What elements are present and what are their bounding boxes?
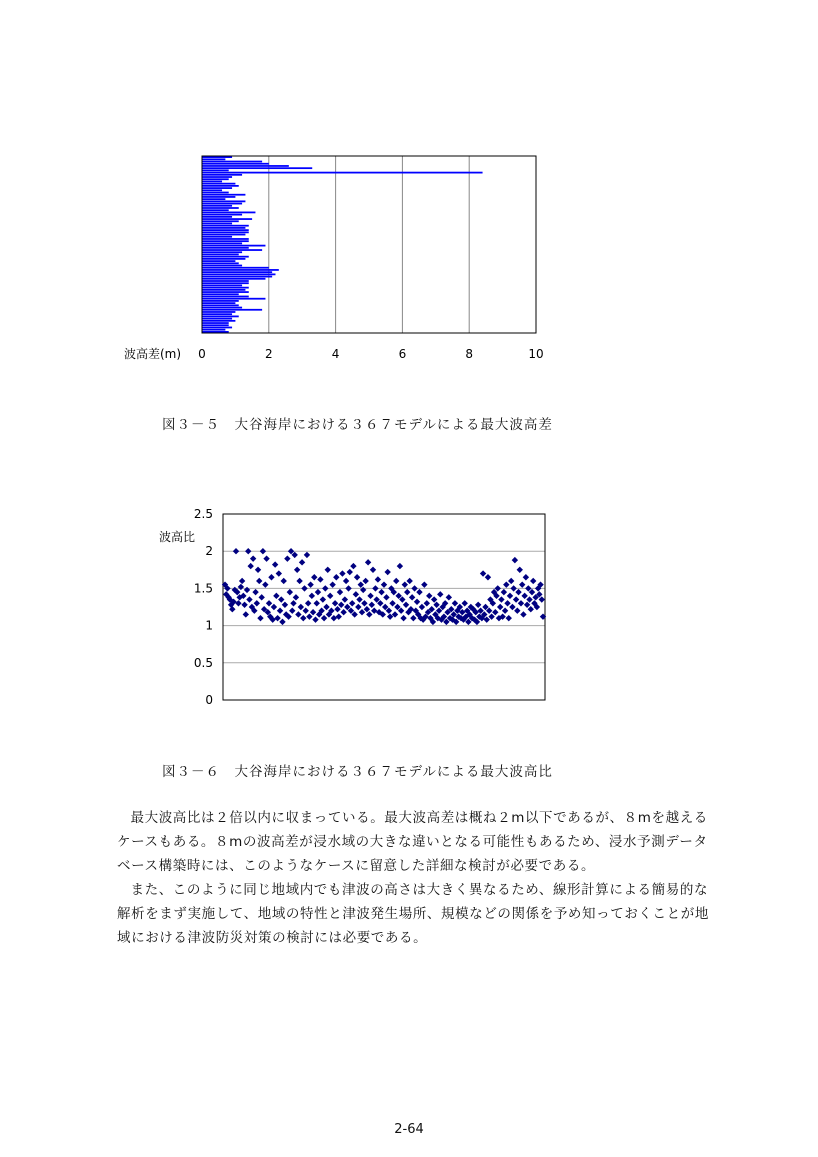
paragraph-1: 最大波高比は２倍以内に収まっている。最大波高差は概ね２m以下であるが、８mを越えるケースもある。８mの波高差が浸水域の大きな違いとなる可能性もあるため、浸水予測データベース構築時には、このようなケースに留意した詳細な検討が必要である。 [117,810,708,874]
chart2-point [411,585,417,591]
chart2-point [250,555,256,561]
chart1-bar [202,298,265,300]
chart2-point [342,596,348,602]
chart2-point [256,578,262,584]
chart2-point [508,578,514,584]
chart1-axis-label: 波高差(m) [124,347,182,361]
chart2-point [244,587,250,593]
chart2-point [239,578,245,584]
chart1-bar [202,311,235,313]
chart2-point [332,600,338,606]
chart2-point [315,589,321,595]
chart1-bar [202,291,249,293]
chart2-point [485,574,491,580]
chart2-point [273,593,279,599]
chart1-bar [202,200,245,202]
chart1-bar [202,243,242,245]
chart2-point [303,608,309,614]
chart2-point [263,555,269,561]
chart2-point [349,600,355,606]
chart2-points [222,548,546,625]
chart2-point [365,559,371,565]
chart2-point [307,581,313,587]
chart2-point [241,602,247,608]
chart2-point [488,613,494,619]
chart2-y-tick-label: 0 [205,693,213,707]
chart1-bar [202,258,245,260]
chart1-bar [202,302,235,304]
chart1-plot-border [202,156,536,333]
chart1-bar [202,316,239,318]
chart2-point [305,600,311,606]
chart2-point [492,609,498,615]
chart2-point [323,604,329,610]
chart1-bar [202,254,239,256]
chart1-bar [202,227,245,229]
chart2-point [359,609,365,615]
chart2-point [260,548,266,554]
chart2-point [334,606,340,612]
chart1-bar [202,273,275,275]
chart2-point [497,604,503,610]
chart1-bar [202,320,235,322]
chart1-bar [202,214,242,216]
chart2-point [520,611,526,617]
chart2-point [410,615,416,621]
chart1-bar [202,296,249,298]
chart2-point [347,569,353,575]
chart1-bar [202,240,249,242]
chart2-point [229,606,235,612]
chart2-point [321,615,327,621]
chart2-point [274,615,280,621]
chart2-point [381,581,387,587]
chart2-point [295,611,301,617]
chart1-bar [202,265,242,267]
chart1-bar [202,324,229,326]
chart1-bar [202,234,245,236]
chart2-point [362,578,368,584]
chart1-bar [202,165,289,167]
chart1-bar [202,271,272,273]
chart2-point [370,567,376,573]
chart2-point [243,611,249,617]
figure-3-5-caption: 図３－５ 大谷海岸における３６７モデルによる最大波高差 [162,417,553,433]
chart2-point [333,574,339,580]
chart1-bar [202,229,249,231]
chart2-point [306,613,312,619]
chart2-point [452,600,458,606]
chart1-bar [202,192,229,194]
chart1-bar [202,285,242,287]
chart1-bar [202,187,232,189]
chart1-bar [202,174,242,176]
chart1-bar [202,203,242,205]
chart2-point [512,557,518,563]
chart1-bar [202,218,252,220]
chart2-point [252,589,258,595]
chart1-bar [202,225,249,227]
chart1-bar [202,161,262,163]
chart2-point [375,576,381,582]
chart2-point [506,615,512,621]
chart2-point [343,578,349,584]
chart2-point [406,578,412,584]
chart2-point [338,602,344,608]
chart2-point [528,606,534,612]
chart1-bar [202,220,239,222]
chart2-point [281,578,287,584]
chart2-point [503,581,509,587]
chart2-point [355,604,361,610]
chart2-point [331,615,337,621]
chart2-point [519,581,525,587]
chart2-point [421,581,427,587]
chart2-point [523,574,529,580]
chart2-point [336,613,342,619]
chart2-point [501,589,507,595]
chart2-point [416,589,422,595]
chart2-point [320,596,326,602]
chart2-point [397,563,403,569]
chart2-point [402,581,408,587]
chart2-point [513,596,519,602]
chart2-point [369,602,375,608]
chart1-bar [202,231,249,233]
chart1-bar [202,238,249,240]
chart1-x-tick-label: 2 [264,347,273,361]
chart2-point [356,596,362,602]
chart2-point [258,594,264,600]
chart2-point [245,548,251,554]
chart2-point [446,594,452,600]
chart2-point [312,616,318,622]
chart2-point [299,559,305,565]
chart1-x-tick-label: 8 [465,347,474,361]
chart2-point [498,596,504,602]
chart2-tick-labels [194,507,213,707]
chart2-point [322,585,328,591]
chart1-x-tick-label: 0 [198,347,206,361]
chart2-point [329,581,335,587]
chart1-bar [202,194,245,196]
chart2-y-tick-label: 1.5 [193,581,213,596]
chart1-bar [202,322,229,324]
chart2-point [255,567,261,573]
chart2-point [404,589,410,595]
chart2-y-tick-label: 2 [205,544,213,559]
chart2-point [350,563,356,569]
chart2-point [317,576,323,582]
chart2-point [353,591,359,597]
chart2-point [419,604,425,610]
chart2-point [383,594,389,600]
chart2-point [403,602,409,608]
chart2-point [311,574,317,580]
chart2-point [266,600,272,606]
chart2-point [510,585,516,591]
chart1-bar [202,176,232,178]
chart2-point [290,600,296,606]
chart1-bar [202,251,242,253]
chart2-point [268,574,274,580]
chart2-point [372,585,378,591]
chart1-tick-labels [198,347,543,361]
chart2-point [294,567,300,573]
chart2-point [337,589,343,595]
chart1-bar [202,280,249,282]
chart1-x-tick-label: 6 [398,347,407,361]
chart2-axis-label: 波高比 [159,530,196,544]
chart2-point [389,600,395,606]
chart1-bar [202,207,239,209]
chart1-bar [202,300,239,302]
chart2-point [514,608,520,614]
chart1-bar [202,198,225,200]
chart1-bar [202,318,232,320]
wave-height-ratio-chart [150,500,560,715]
chart2-point [279,619,285,625]
chart1-bar [202,307,242,309]
chart2-point [254,600,260,606]
chart2-point [409,594,415,600]
chart2-point [282,602,288,608]
chart1-bar [202,158,225,160]
chart2-point [509,604,515,610]
chart2-point [238,584,244,590]
chart1-bar [202,189,222,191]
chart2-point [502,608,508,614]
chart2-point [378,589,384,595]
chart1-x-tick-label: 10 [528,347,544,361]
chart2-point [507,593,513,599]
chart2-point [426,593,432,599]
chart1-bar [202,245,265,247]
chart1-bar [202,304,239,306]
chart1-bar [202,329,225,331]
chart2-point [462,600,468,606]
chart2-point [257,615,263,621]
chart2-point [271,604,277,610]
chart1-bar [202,236,232,238]
chart2-point [287,589,293,595]
figure-3-6-caption: 図３－６ 大谷海岸における３６７モデルによる最大波高比 [162,764,553,780]
chart2-point [300,615,306,621]
chart2-point [304,552,310,558]
chart2-point [475,602,481,608]
chart2-point [424,600,430,606]
chart2-point [400,615,406,621]
chart2-point [246,596,252,602]
chart1-bar [202,260,235,262]
chart1-bar [202,267,269,269]
chart1-bar [202,223,232,225]
chart1-bar [202,282,249,284]
chart1-gridlines [269,156,469,333]
chart2-point [504,600,510,606]
chart2-point [521,593,527,599]
chart2-point [247,563,253,569]
chart1-x-tick-label: 4 [331,347,340,361]
chart2-point [517,567,523,573]
chart1-bar [202,216,232,218]
chart2-point [233,548,239,554]
chart2-point [518,600,524,606]
chart1-bar [202,178,229,180]
chart2-point [325,567,331,573]
chart1-bar [202,212,255,214]
chart1-bar [202,183,235,185]
chart2-point [367,593,373,599]
chart2-point [272,561,278,567]
chart1-bar [202,309,262,311]
chart2-y-tick-label: 2.5 [193,507,213,521]
chart2-point [480,570,486,576]
chart2-y-tick-label: 0.5 [193,655,213,670]
chart2-point [310,609,316,615]
chart1-bar [202,185,239,187]
chart2-point [393,578,399,584]
chart2-point [309,593,315,599]
chart1-bar [202,278,265,280]
wave-height-difference-chart [110,146,560,371]
chart2-point [354,574,360,580]
chart1-bar [202,181,222,183]
chart2-y-tick-label: 1 [205,618,213,633]
chart2-point [262,581,268,587]
chart2-point [361,600,367,606]
body-text [117,806,717,950]
chart2-point [277,608,283,614]
chart2-point [276,570,282,576]
chart2-point [327,593,333,599]
chart2-point [340,609,346,615]
chart1-bar [202,209,229,211]
chart1-bar [202,163,269,165]
chart1-bars [202,156,483,333]
chart2-point [384,569,390,575]
chart2-point [339,570,345,576]
chart1-bar [202,205,232,207]
chart2-point [298,604,304,610]
chart1-bar [202,293,239,295]
page-number: 2-64 [394,1122,424,1137]
chart2-point [293,594,299,600]
chart1-bar [202,269,279,271]
chart1-bar [202,247,249,249]
chart1-bar [202,313,232,315]
chart2-point [314,600,320,606]
chart1-bar [202,289,245,291]
chart1-bar [202,327,232,329]
chart2-point [371,608,377,614]
chart1-bar [202,276,272,278]
chart2-point [296,578,302,584]
chart1-bar [202,249,262,251]
chart1-bar [202,262,239,264]
chart2-point [284,555,290,561]
chart1-bar [202,172,483,174]
chart2-point [437,591,443,597]
chart1-bar [202,196,235,198]
chart1-bar [202,256,249,258]
chart2-point [414,599,420,605]
chart2-point [345,585,351,591]
chart1-bar [202,287,249,289]
chart2-point [515,589,521,595]
chart2-point [235,600,241,606]
paragraph-2: また、このように同じ地域内でも津波の高さは大きく異なるため、線形計算による簡易的な解析をまず実施して、地域の特性と津波発生場所、規模などの関係を予め知っておくことが地域における津波防災対策の検討には必要である。 [117,882,709,946]
chart2-point [278,596,284,602]
chart2-point [301,585,307,591]
chart1-bar [202,167,312,169]
chart2-point [530,578,536,584]
chart2-point [289,608,295,614]
chart1-bar [202,169,229,171]
